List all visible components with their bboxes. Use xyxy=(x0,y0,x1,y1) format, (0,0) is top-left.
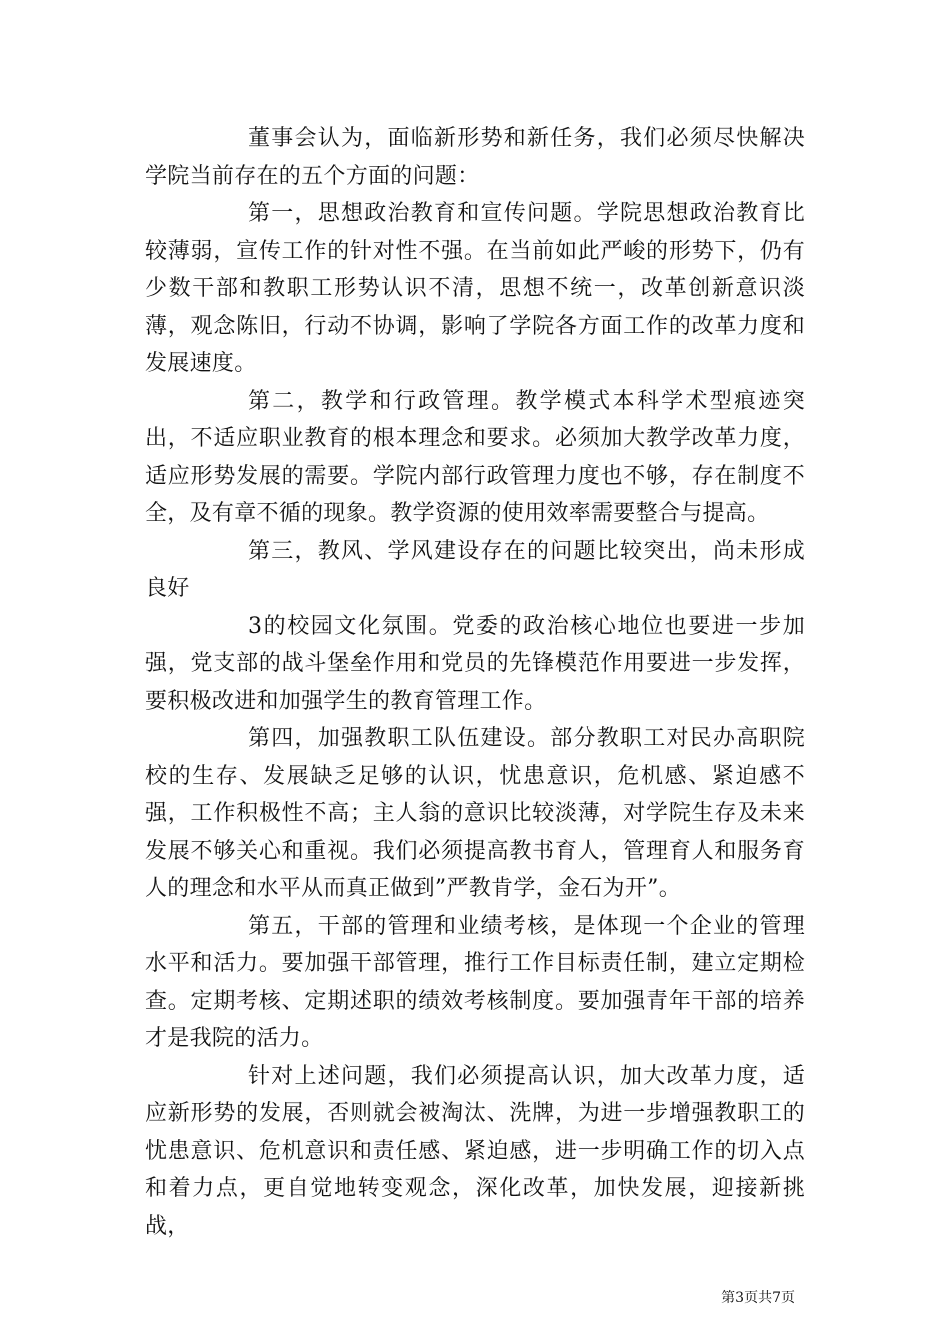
paragraph-first-issue: 第一，思想政治教育和宣传问题。学院思想政治教育比较薄弱，宣传工作的针对性不强。在当前如此严峻的形势下，仍有少数干部和教职工形势认识不清，思想不统一，改革创新意识淡薄，观念陈旧，行动不协调，影响了学院各方面工作的改革力度和发展速度。 xyxy=(145,201,805,376)
paragraph-fourth-issue: 第四，加强教职工队伍建设。部分教职工对民办高职院校的生存、发展缺乏足够的认识，忧患意识，危机感、紧迫感不强，工作积极性不高；主人翁的意识比较淡薄，对学院生存及未来发展不够关心和重视。我们必须提高教书育人，管理育人和服务育人的理念和水平从而真正做到”严教肯学，金石为开”。 xyxy=(145,726,805,901)
document-body xyxy=(145,120,805,1245)
paragraph-third-issue-continued: 3的校园文化氛围。党委的政治核心地位也要进一步加强，党支部的战斗堡垒作用和党员的先锋模范作用要进一步发挥，要积极改进和加强学生的教育管理工作。 xyxy=(145,613,805,714)
paragraph-third-issue: 第三，教风、学风建设存在的问题比较突出，尚未形成良好 xyxy=(145,538,805,601)
paragraph-second-issue: 第二，教学和行政管理。教学模式本科学术型痕迹突出，不适应职业教育的根本理念和要求。必须加大教学改革力度，适应形势发展的需要。学院内部行政管理力度也不够，存在制度不全，及有章不循的现象。教学资源的使用效率需要整合与提高。 xyxy=(145,388,805,526)
page-number-footer: 第3页共7页 xyxy=(721,1290,795,1306)
paragraph-conclusion: 针对上述问题，我们必须提高认识，加大改革力度，适应新形势的发展，否则就会被淘汰、洗牌，为进一步增强教职工的忧患意识、危机意识和责任感、紧迫感，进一步明确工作的切入点和着力点，更自觉地转变观念，深化改革，加快发展，迎接新挑战， xyxy=(145,1063,805,1239)
paragraph-fifth-issue: 第五，干部的管理和业绩考核，是体现一个企业的管理水平和活力。要加强干部管理，推行工作目标责任制，建立定期检查。定期考核、定期述职的绩效考核制度。要加强青年干部的培养才是我院的活力。 xyxy=(145,913,805,1051)
paragraph-intro: 董事会认为，面临新形势和新任务，我们必须尽快解决学院当前存在的五个方面的问题： xyxy=(145,126,805,189)
